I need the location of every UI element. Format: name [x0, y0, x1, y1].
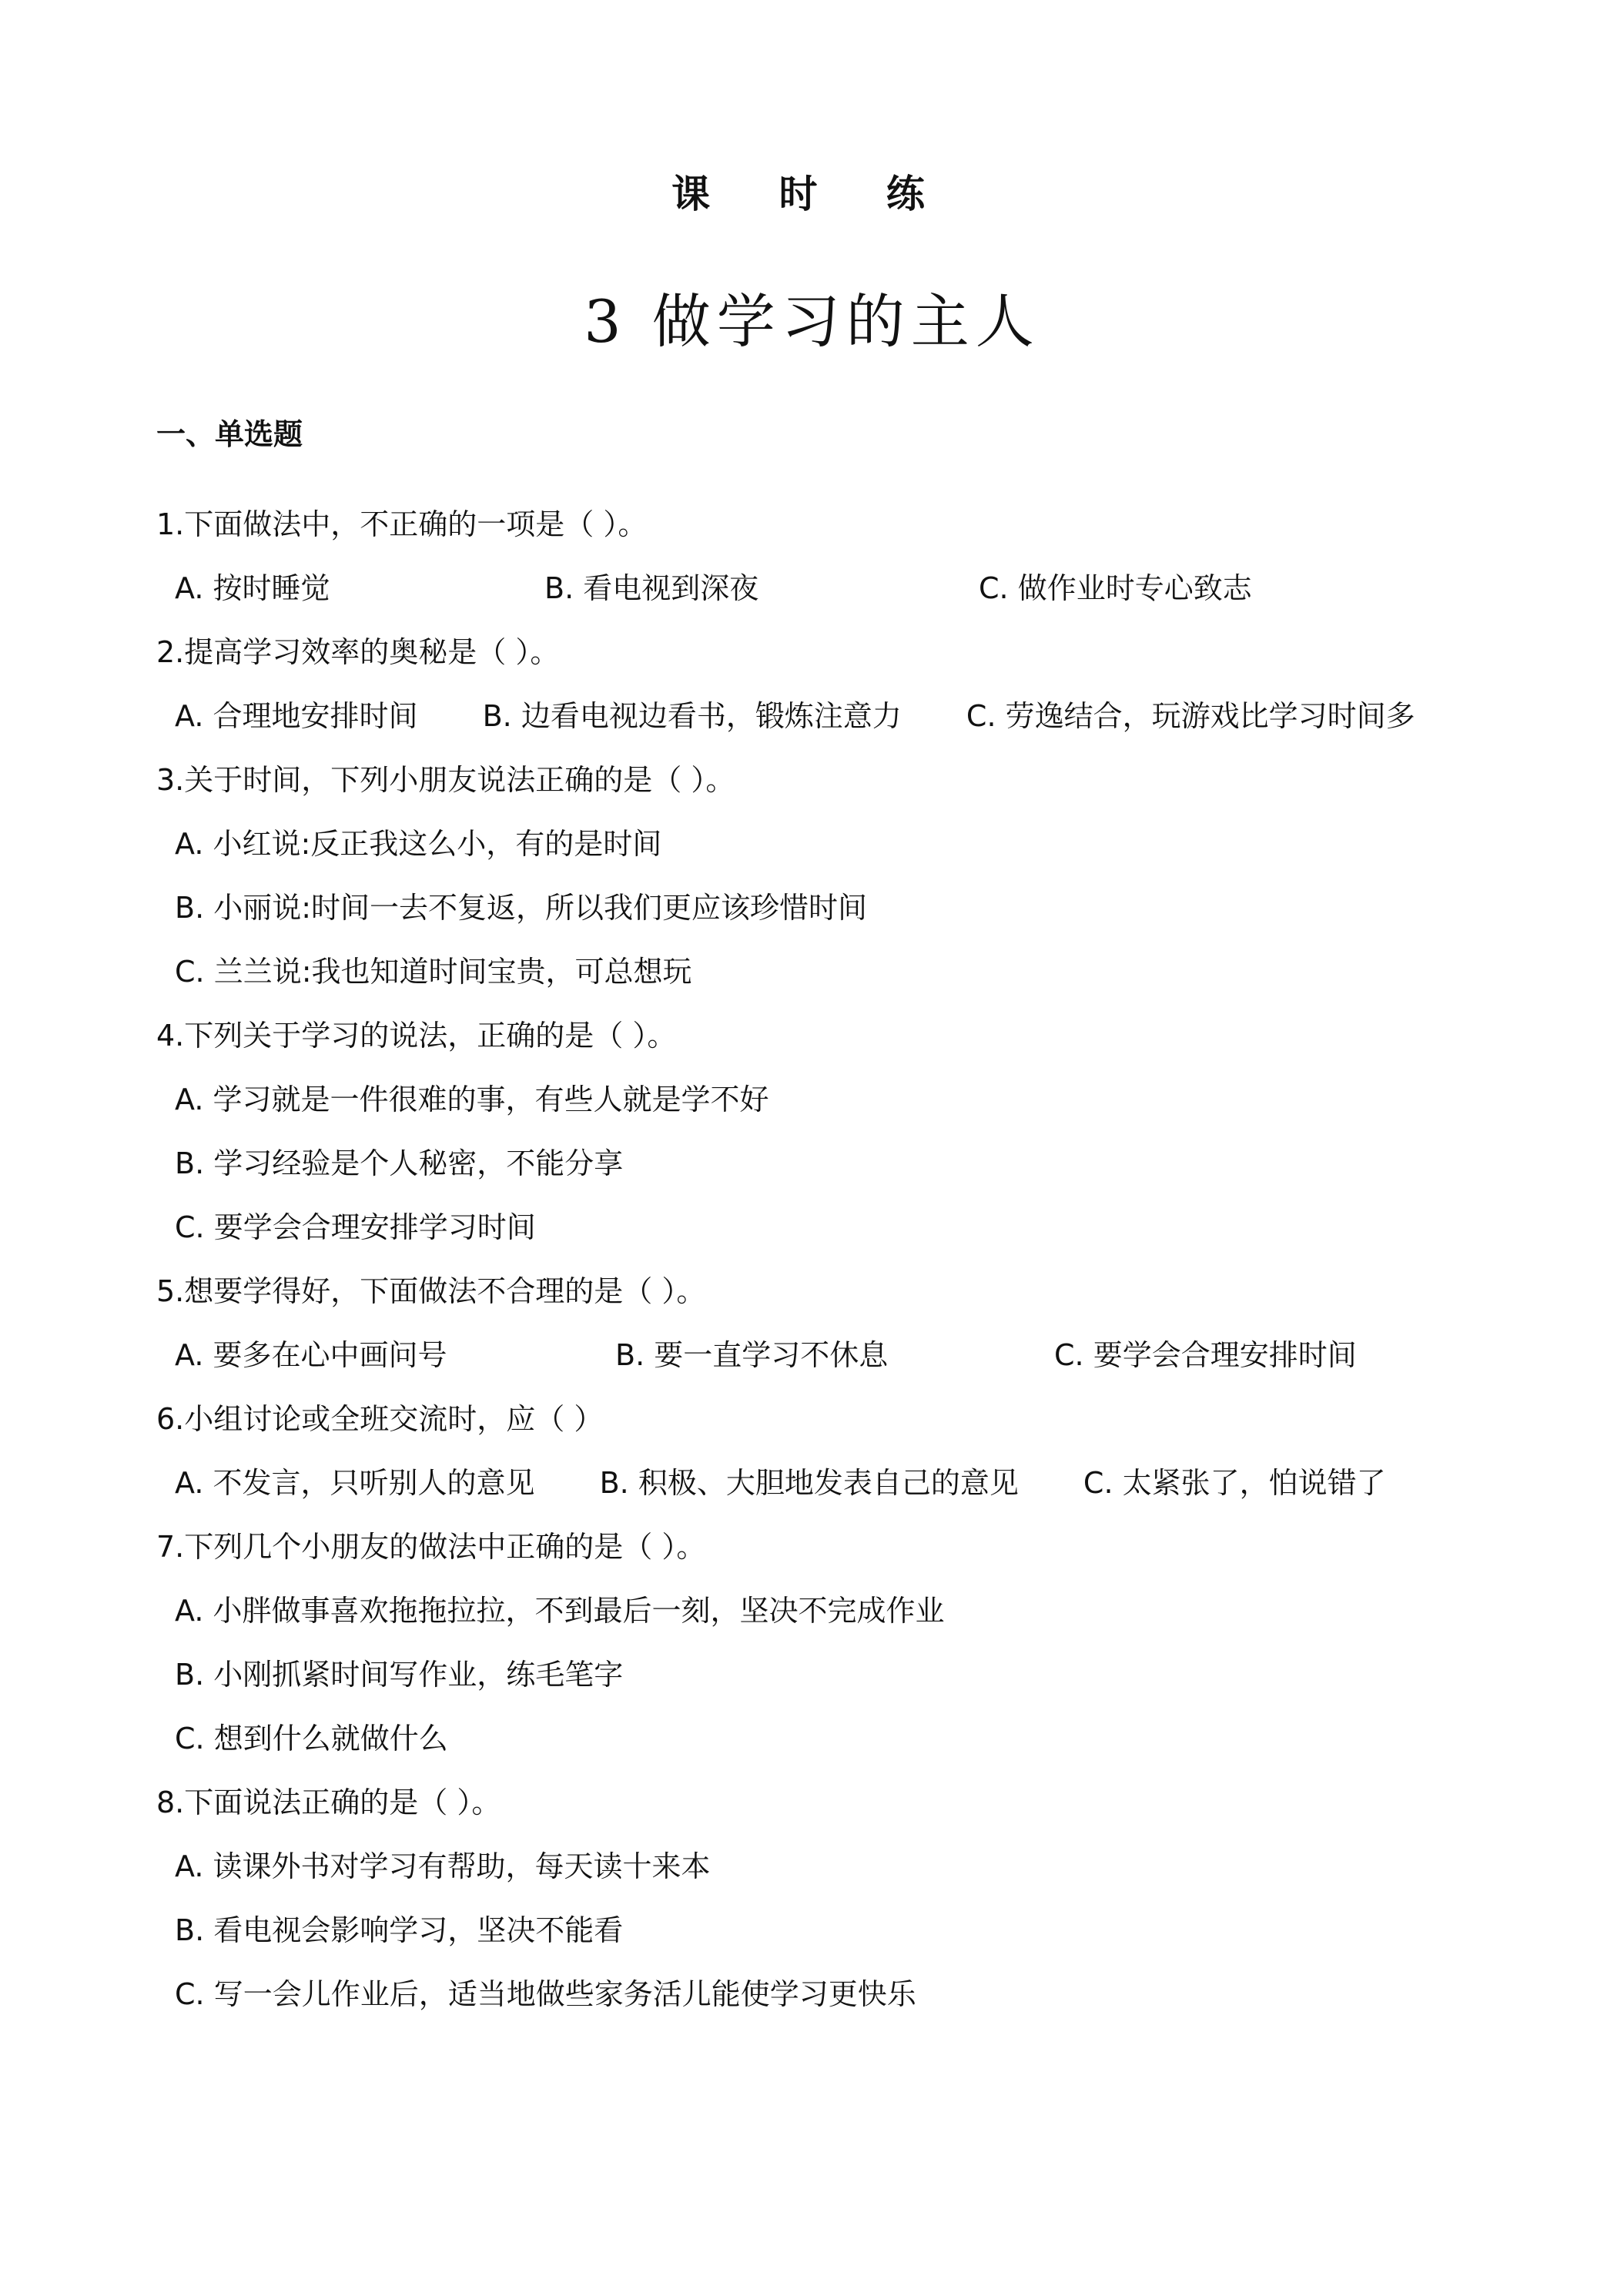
question-4	[156, 1004, 1481, 1260]
question-stem: 6.小组讨论或全班交流时，应（ ）	[156, 1402, 604, 1436]
question-stem: 7.下列几个小朋友的做法中正确的是（ ）。	[156, 1530, 706, 1564]
question-stem: 3.关于时间，下列小朋友说法正确的是（ ）。	[156, 763, 735, 797]
section-title: 一、单选题	[156, 417, 303, 451]
option-a: A. 读课外书对学习有帮助，每天读十来本	[175, 1849, 711, 1883]
question-3	[156, 748, 1481, 1004]
question-5	[156, 1260, 1481, 1387]
lesson-title: 3 做学习的主人	[584, 287, 1040, 356]
option-b: B. 小刚抓紧时间写作业，练毛笔字	[175, 1658, 624, 1692]
option-b: B. 小丽说:时间一去不复返，所以我们更应该珍惜时间	[175, 891, 868, 925]
option-a: A. 不发言，只听别人的意见	[175, 1466, 535, 1500]
question-6	[156, 1387, 1481, 1515]
question-7	[156, 1515, 1481, 1771]
option-a: A. 小胖做事喜欢拖拖拉拉，不到最后一刻，坚决不完成作业	[175, 1594, 945, 1628]
option-a: A. 要多在心中画问号	[175, 1338, 447, 1372]
option-row	[156, 1451, 1481, 1515]
option-b: B. 学习经验是个人秘密，不能分享	[175, 1146, 624, 1180]
option-row	[156, 557, 1481, 621]
option-row	[156, 1324, 1481, 1387]
option-b: B. 边看电视边看书，锻炼注意力	[482, 699, 902, 733]
option-c: C. 要学会合理安排时间	[1054, 1338, 1357, 1372]
option-a: A. 按时睡觉	[175, 571, 330, 605]
option-c: C. 太紧张了，怕说错了	[1083, 1466, 1386, 1500]
option-c: C. 做作业时专心致志	[979, 571, 1252, 605]
option-row	[156, 684, 1481, 748]
option-b: B. 看电视会影响学习，坚决不能看	[175, 1913, 624, 1947]
option-c: C. 兰兰说:我也知道时间宝贵，可总想玩	[175, 955, 692, 989]
option-a: A. 学习就是一件很难的事，有些人就是学不好	[175, 1083, 769, 1116]
option-c: C. 劳逸结合，玩游戏比学习时间多	[966, 699, 1415, 733]
option-b: B. 积极、大胆地发表自己的意见	[599, 1466, 1019, 1500]
question-list	[156, 493, 1481, 2027]
option-c: C. 写一会儿作业后，适当地做些家务活儿能使学习更快乐	[175, 1977, 916, 2011]
question-stem: 5.想要学得好，下面做法不合理的是（ ）。	[156, 1274, 706, 1308]
question-2	[156, 621, 1481, 748]
option-a: A. 合理地安排时间	[175, 699, 418, 733]
question-1	[156, 493, 1481, 621]
option-b: B. 看电视到深夜	[544, 571, 759, 605]
option-b: B. 要一直学习不休息	[615, 1338, 889, 1372]
question-stem: 1.下面做法中，不正确的一项是（ ）。	[156, 507, 648, 541]
option-a: A. 小红说:反正我这么小，有的是时间	[175, 827, 662, 861]
question-8	[156, 1771, 1481, 2027]
option-c: C. 要学会合理安排学习时间	[175, 1210, 536, 1244]
option-c: C. 想到什么就做什么	[175, 1722, 448, 1755]
header-top-title: 课 时 练	[671, 172, 953, 216]
question-stem: 2.提高学习效率的奥秘是（ ）。	[156, 635, 560, 669]
question-stem: 4.下列关于学习的说法，正确的是（ ）。	[156, 1019, 677, 1053]
question-stem: 8.下面说法正确的是（ ）。	[156, 1786, 501, 1819]
